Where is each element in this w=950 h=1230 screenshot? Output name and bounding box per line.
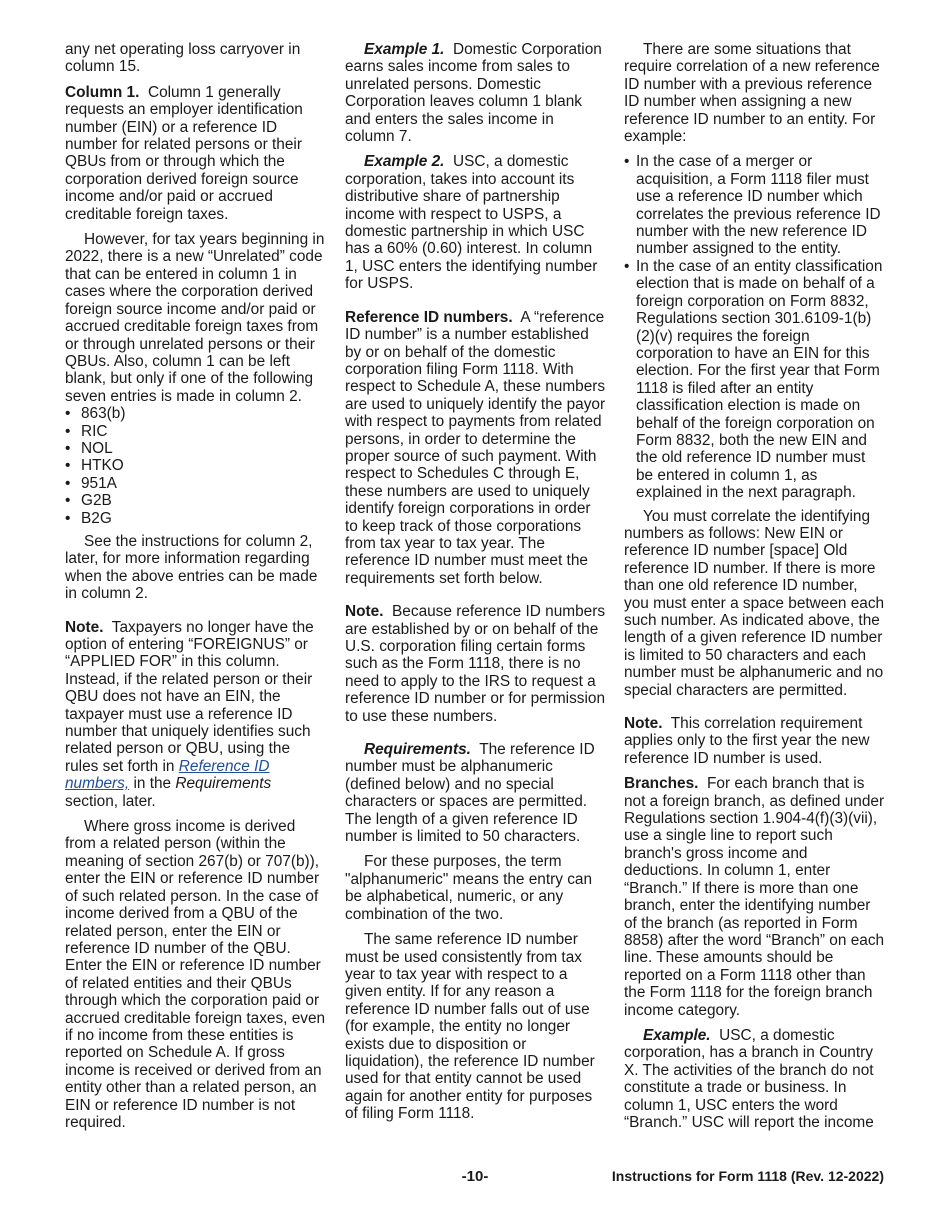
note-text-mid: in the	[133, 775, 172, 793]
list-item: • NOL	[65, 440, 327, 457]
paragraph-column-1	[65, 84, 327, 223]
list-item: • 951A	[65, 475, 327, 492]
branches-text: For each branch that is not a foreign branch, as defined under Regulations section 1.904-4(f)(3)(vii), use a single line to report such branch's gross income and deductions. In column 1, enter “Branch.” If there is more than one branch, enter the identifying number of the branch (as reported in Form 8858) after the word “Branch” on each line. These amounts should be reported on a Form 1118 other than the Form 1118 for the foreign branch income category.	[624, 775, 885, 1019]
paragraph-unrelated-code: However, for tax years beginning in 2022, there is a new “Unrelated” code that can be entered in column 1 in cases where the corporation derived foreign source income and/or paid or accrued creditable foreign taxes from or through unrelated persons or their QBUs. Also, column 1 can be left blank, but only if one of the following seven entries is made in column 2.	[65, 231, 325, 405]
list-item: • B2G	[65, 510, 327, 527]
requirements-label: Requirements.	[364, 741, 471, 759]
correlation-examples-list	[624, 153, 886, 501]
note-text: Because reference ID numbers are established by or on behalf of the U.S. corporation filing certain forms such as the Form 1118, there is no need to apply to the IRS to request a reference ID number or for permission to use these numbers.	[345, 603, 606, 725]
paragraph-correlation-situations: There are some situations that require correlation of a new reference ID number with a previous reference ID number when assigning a new reference ID number to an entity. For example:	[624, 41, 880, 146]
heading-column-1: Column 1.	[65, 83, 140, 101]
list-item: • RIC	[65, 423, 327, 440]
requirements-text: The reference ID number must be alphanumeric (defined below) and no special characters or spaces are permitted. The length of a given reference ID number is limited to 50 characters.	[345, 741, 595, 846]
note-text: Taxpayers no longer have the option of entering “FOREIGNUS” or “APPLIED FOR” in this column. Instead, if the related person or their QBU does not have an EIN, the taxpayer must use a reference ID number that uniquely identifies such related person or QBU, using the rules set forth in	[65, 618, 314, 775]
paragraph-example-2	[345, 153, 607, 292]
column-2	[345, 41, 607, 1131]
example-text: USC, a domestic corporation, has a branch in Country X. The activities of the branch do not constitute a trade or business. In column 1, USC enters the word “Branch.” USC will report the income	[624, 1026, 874, 1131]
column-2-entries-list	[65, 405, 327, 527]
note-label: Note.	[624, 715, 663, 733]
column-1	[65, 41, 327, 1139]
paragraph-branch-example	[624, 1027, 886, 1131]
column-3	[624, 41, 886, 1139]
page-number: -10-	[461, 1168, 489, 1185]
paragraph-carryover: any net operating loss carryover in column 15.	[65, 41, 301, 76]
note-label: Note.	[345, 603, 384, 621]
example-1-label: Example 1.	[364, 41, 445, 58]
example-2-label: Example 2.	[364, 153, 445, 171]
list-item: • In the case of an entity classification election that is made on behalf of a foreign corporation on Form 8832, Regulations section 301.6109-1(b)(2)(v) requires the foreign corporation to have an EIN for this election. For the first year that Form 1118 is filed after an entity classification election is made on behalf of the foreign corporation on Form 8832, both the new EIN and the old reference ID number must be entered in column 1, as explained in the next paragraph.	[624, 258, 886, 502]
reference-id-numbers-text: A “reference ID number” is a number established by or on behalf of the domestic corporation filing Form 1118. With respect to Schedule A, these numbers are used to uniquely identify the payor with respect to payments from related persons, in order to determine the proper source of such payment. With respect to Schedules C through E, these numbers are used to uniquely identify foreign corporations in order to keep track of those corporations from tax year to tax year. The reference ID number must meet the requirements set forth below.	[345, 308, 606, 587]
list-item: • 863(b)	[65, 405, 327, 422]
note-italic-requirements: Requirements	[175, 775, 272, 793]
list-item: • G2B	[65, 492, 327, 509]
branches-heading: Branches.	[624, 775, 699, 793]
text-column-1: Column 1 generally requests an employer identification number (EIN) or a reference ID number for related persons or their QBUs from or through which the corporation derived foreign source income and/or paid or accrued creditable foreign taxes.	[65, 83, 303, 223]
document-title-footer: Instructions for Form 1118 (Rev. 12-2022)	[611, 1168, 884, 1184]
reference-id-numbers-heading: Reference ID numbers.	[345, 308, 513, 326]
reference-id-numbers-link[interactable]: Reference ID numbers,	[65, 757, 270, 793]
list-item: • HTKO	[65, 457, 327, 474]
paragraph-requirements	[345, 741, 607, 845]
note-foreignus	[65, 619, 327, 810]
example-1-text: Domestic Corporation earns sales income from sales to unrelated persons. Domestic Corporation leaves column 1 blank and enters the sales income in column 7.	[345, 41, 602, 146]
note-label: Note.	[65, 618, 104, 636]
paragraph-see-column-2: See the instructions for column 2, later, for more information regarding when the above entries can be made in column 2.	[65, 532, 318, 603]
example-label: Example.	[643, 1026, 711, 1044]
example-2-text: USC, a domestic corporation, takes into account its distributive share of partnership income with respect to USPS, a domestic partnership in which USC has a 60% (0.60) interest. In column 1, USC enters the identifying number for USPS.	[345, 153, 598, 293]
paragraph-alphanumeric: For these purposes, the term "alphanumeric" means the entry can be alphabetical, numeric, or any combination of the two.	[345, 853, 593, 923]
paragraph-branches	[624, 775, 886, 1019]
note-text-end: section, later.	[65, 792, 156, 810]
paragraph-gross-income-related: Where gross income is derived from a related person (within the meaning of section 267(b) or 707(b)), enter the EIN or reference ID number of such related person. In the case of income derived from a QBU of the related person, enter the EIN or reference ID number of the QBU. Enter the EIN or reference ID number of related entities and their QBUs through which the corporation paid or accrued creditable foreign taxes, even if no income from these entities is reported on Schedule A. If gross income is received or derived from an entity other than a related person, an EIN or reference ID number is not required.	[65, 818, 326, 1131]
paragraph-reference-id-numbers	[345, 309, 607, 588]
paragraph-example-1	[345, 41, 607, 145]
paragraph-same-reference-id: The same reference ID number must be used consistently from tax year to tax year with respect to a given entity. If for any reason a reference ID number falls out of use (for example, the entity no longer exists due to disposition or liquidation), the reference ID number used for that entity cannot be used again for another entity for purposes of filing Form 1118.	[345, 931, 595, 1123]
paragraph-correlate-identifying-numbers: You must correlate the identifying numbers as follows: New EIN or reference ID number [space] Old reference ID number. If there is more than one old reference ID number, you must enter a space between each such number. As indicated above, the length of a given reference ID number is limited to 50 characters and each number must be alphanumeric and no special characters are permitted.	[624, 507, 885, 699]
note-no-irs-application	[345, 603, 607, 725]
note-first-year	[624, 715, 886, 767]
list-item: • In the case of a merger or acquisition, a Form 1118 filer must use a reference ID number which correlates the previous reference ID number with the new reference ID number assigned to the entity.	[624, 153, 886, 257]
note-text: This correlation requirement applies only to the first year the new reference ID number is used.	[624, 715, 870, 767]
